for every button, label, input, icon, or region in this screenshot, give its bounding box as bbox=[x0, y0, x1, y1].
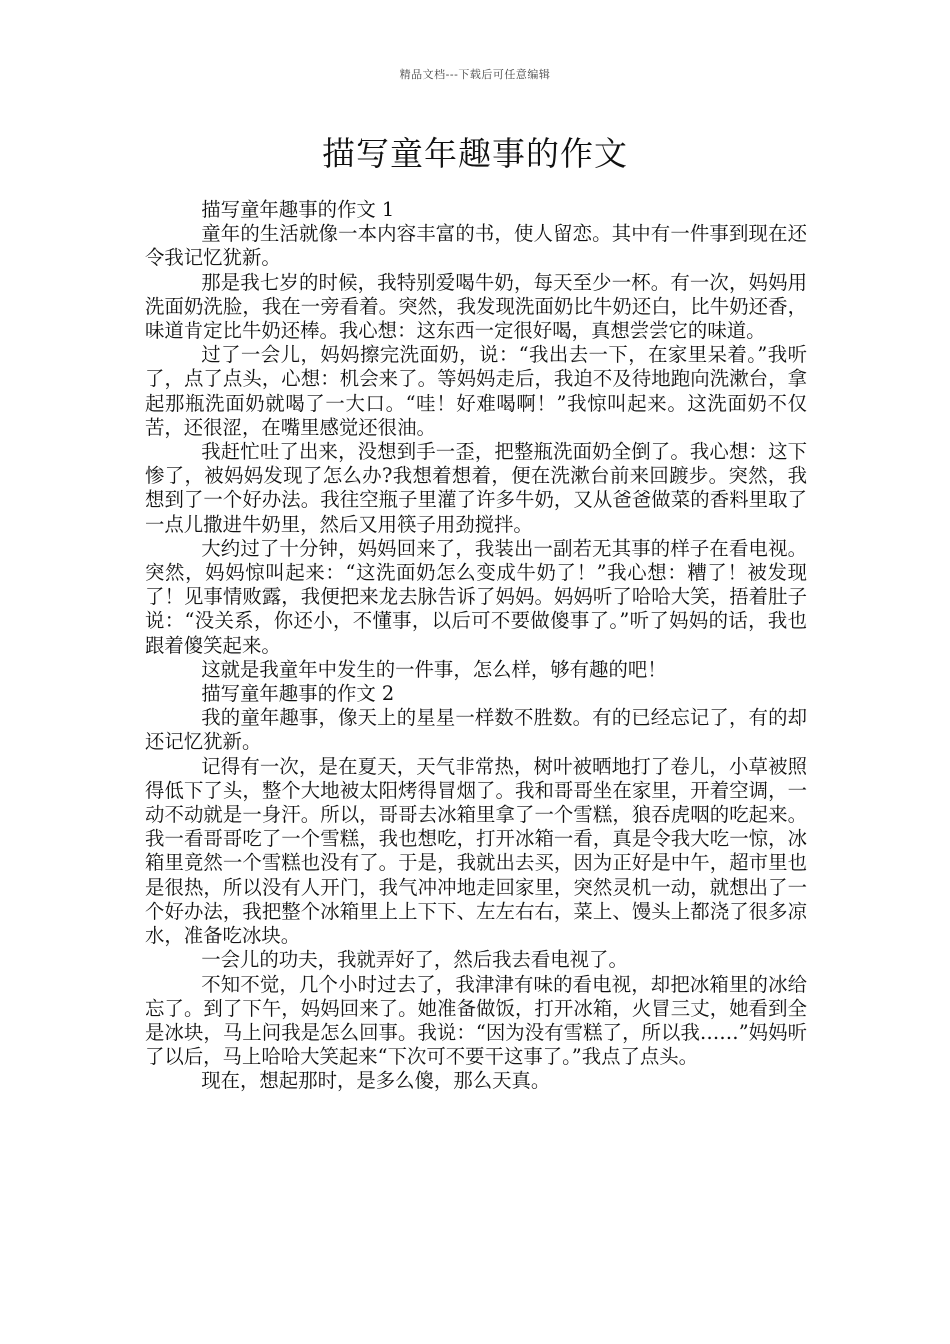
document-title: 描写童年趣事的作文 bbox=[322, 134, 628, 173]
paragraph: 这就是我童年中发生的一件事，怎么样，够有趣的吧！ bbox=[201, 657, 667, 681]
paragraph: 我赶忙吐了出来，没想到手一歪，把整瓶洗面奶全倒了。我心想：这下惨了，被妈妈发现了怎么办?我想着想着，便在洗漱台前来回踱步。突然，我想到了一个好办法。我往空瓶子里灌了许多牛奶，又从爸爸做菜的香料里取了一点儿撒进牛奶里，然后又用筷子用劲搅拌。 bbox=[145, 440, 807, 536]
subtitle-essay-1: 描写童年趣事的作文 1 bbox=[201, 198, 395, 221]
header-note: 精品文档---下载后可任意编辑 bbox=[399, 68, 551, 81]
subtitle-essay-2: 描写童年趣事的作文 2 bbox=[201, 682, 395, 706]
paragraph: 过了一会儿，妈妈擦完洗面奶，说：“我出去一下，在家里呆着。”我听了，点了点头，心想：机会来了。等妈妈走后，我迫不及待地跑向洗漱台，拿起那瓶洗面奶就喝了一大口。“哇！好难喝啊！”我惊叫起来。这洗面奶不仅苦，还很涩，在嘴里感觉还很油。 bbox=[145, 343, 807, 439]
paragraph: 现在，想起那时，是多么傻，那么天真。 bbox=[201, 1069, 551, 1093]
paragraph: 不知不觉，几个小时过去了，我津津有味的看电视，却把冰箱里的冰给忘了。到了下午，妈妈回来了。她准备做饭，打开冰箱，火冒三丈，她看到全是冰块，马上问我是怎么回事。我说：“因为没有雪糕了，所以我……”妈妈听了以后，马上哈哈大笑起来“下次可不要干这事了。”我点了点头。 bbox=[145, 972, 807, 1069]
document-body bbox=[145, 198, 807, 1094]
paragraph: 我的童年趣事，像天上的星星一样数不胜数。有的已经忘记了，有的却还记忆犹新。 bbox=[145, 706, 807, 754]
paragraph: 一会儿的功夫，我就弄好了，然后我去看电视了。 bbox=[201, 948, 628, 972]
paragraph: 记得有一次，是在夏天，天气非常热，树叶被晒地打了卷儿，小草被照得低下了头，整个大地被太阳烤得冒烟了。我和哥哥坐在家里，开着空调，一动不动就是一身汗。所以，哥哥去冰箱里拿了一个雪糕，狼吞虎咽的吃起来。我一看哥哥吃了一个雪糕，我也想吃，打开冰箱一看，真是令我大吃一惊，冰箱里竟然一个雪糕也没有了。于是，我就出去买，因为正好是中午，超市里也是很热，所以没有人开门，我气冲冲地走回家里，突然灵机一动，就想出了一个好办法，我把整个冰箱里上上下下、左左右右，菜上、馒头上都浇了很多凉水，准备吃冰块。 bbox=[145, 754, 807, 948]
paragraph: 那是我七岁的时候，我特别爱喝牛奶，每天至少一杯。有一次，妈妈用洗面奶洗脸，我在一旁看着。突然，我发现洗面奶比牛奶还白，比牛奶还香，味道肯定比牛奶还棒。我心想：这东西一定很好喝，真想尝尝它的味道。 bbox=[145, 270, 807, 343]
paragraph: 大约过了十分钟，妈妈回来了，我装出一副若无其事的样子在看电视。突然，妈妈惊叫起来：“这洗面奶怎么变成牛奶了！”我心想：糟了！被发现了！见事情败露，我便把来龙去脉告诉了妈妈。妈妈听了哈哈大笑，捂着肚子说：“没关系，你还小，不懂事，以后可不要做傻事了。”听了妈妈的话，我也跟着傻笑起来。 bbox=[145, 536, 807, 657]
paragraph: 童年的生活就像一本内容丰富的书，使人留恋。其中有一件事到现在还令我记忆犹新。 bbox=[145, 222, 807, 270]
